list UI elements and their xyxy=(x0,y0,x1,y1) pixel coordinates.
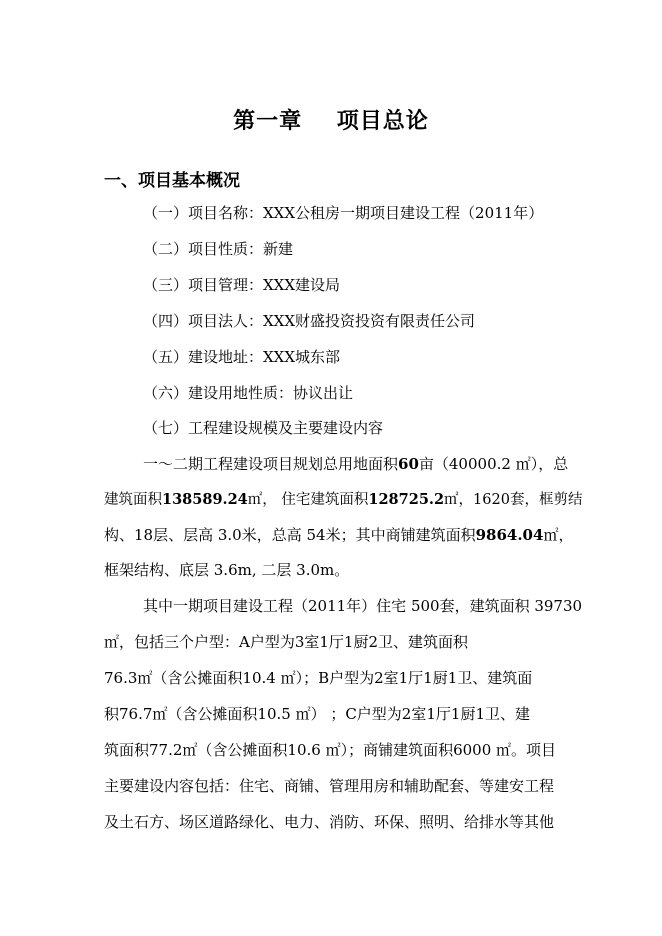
paragraph-line: 积76.7㎡（含公摊面积10.5 ㎡） ；C户型为2室1厅1厨1卫、建 xyxy=(104,705,530,723)
paragraph-line: 建筑面积138589.24㎡， 住宅建筑面积128725.2㎡，1620套，框剪结 xyxy=(104,491,583,508)
item-project-nature: （二）项目性质：新建 xyxy=(143,240,294,258)
chapter-title: 第一章 项目总论 xyxy=(233,108,429,134)
item-scale-and-content: （七）工程建设规模及主要建设内容 xyxy=(143,419,384,437)
paragraph-line: ㎡，包括三个户型：A户型为3室1厅1厨2卫、建筑面积 xyxy=(104,633,469,651)
paragraph-line: 76.3㎡（含公摊面积10.4 ㎡）；B户型为2室1厅1厨1卫、建筑面 xyxy=(104,669,533,687)
item-legal-entity: （四）项目法人：XXX财盛投资投资有限责任公司 xyxy=(143,312,476,330)
paragraph-line: 框架结构、底层 3.6m, 二层 3.0m。 xyxy=(104,561,350,579)
paragraph-line: 构、18层、层高 3.0米，总高 54米；其中商铺建筑面积9864.04㎡， xyxy=(104,526,574,544)
paragraph-line: 一～二期工程建设项目规划总用地面积60亩（40000.2 ㎡），总 xyxy=(143,455,569,473)
item-project-name: （一）项目名称：XXX公租房一期项目建设工程（2011年） xyxy=(143,204,544,222)
paragraph-line: 其中一期项目建设工程（2011年）住宅 500套，建筑面积 39730 xyxy=(143,597,583,615)
paragraph-line: 及土石方、场区道路绿化、电力、消防、环保、照明、给排水等其他 xyxy=(104,813,555,831)
item-project-management: （三）项目管理：XXX建设局 xyxy=(143,276,341,294)
section-heading: 一、项目基本概况 xyxy=(104,171,240,191)
paragraph-line: 筑面积77.2㎡（含公摊面积10.6 ㎡）；商铺建筑面积6000 ㎡。项目 xyxy=(104,741,557,759)
item-construction-address: （五）建设地址：XXX城东部 xyxy=(143,348,341,366)
item-land-use-nature: （六）建设用地性质：协议出让 xyxy=(143,384,354,402)
paragraph-line: 主要建设内容包括：住宅、商铺、管理用房和辅助配套、等建安工程 xyxy=(104,777,555,795)
